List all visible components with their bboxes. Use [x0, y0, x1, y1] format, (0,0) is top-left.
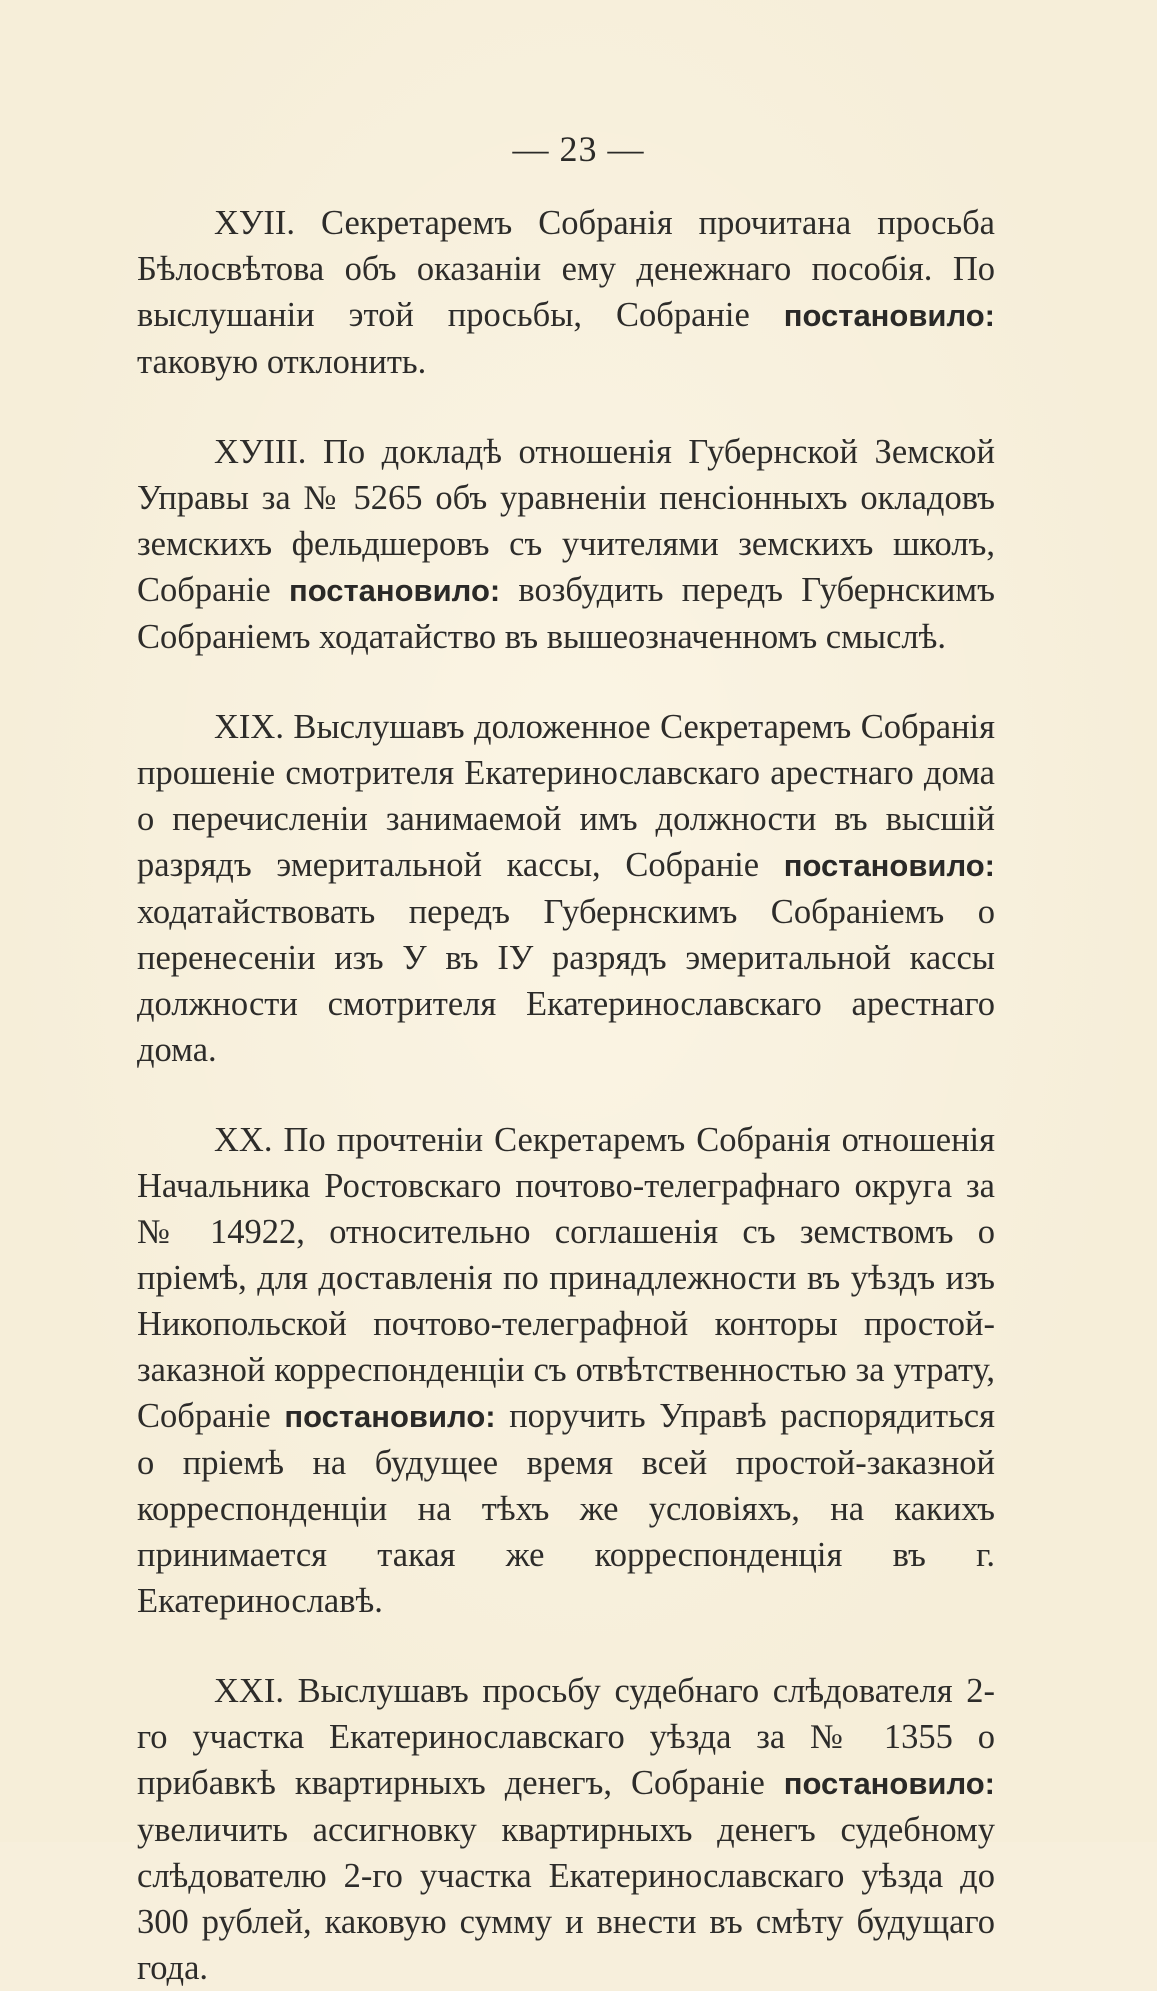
page-number: — 23 — [512, 129, 645, 169]
paragraph-text: XУIII. По докладѣ отношенія Губернской Земской Управы за № 5265 объ уравненіи пенсіонныхъ окладовъ земскихъ фельдшеровъ съ учителями земскихъ школъ, Собраніе [137, 433, 995, 609]
paragraph-xviii [137, 429, 995, 660]
resolution-keyword: постановило: [284, 1399, 496, 1434]
paragraph-text: XX. По прочтеніи Секретаремъ Собранія отношенія Начальника Ростовскаго почтово-телеграфнаго округа за № 14922, относительно соглашенія съ земствомъ о пріемѣ, для доставленія по принадлежности въ уѣздъ изъ Никопольской почтово-телеграфной конторы простой-заказной корреспонденціи съ отвѣтственностью за утрату, Собраніе [137, 1121, 995, 1435]
paragraph-xxi [137, 1668, 995, 1991]
paragraph-text: XIX. Выслушавъ доложенное Секретаремъ Собранія прошеніе смотрителя Екатеринославскаго арестнаго дома о перечисленіи занимаемой имъ должности въ высшій разрядъ эмеритальной кассы, Собраніе [137, 708, 995, 884]
paragraph-xvii [137, 200, 995, 385]
resolution-keyword: постановило: [783, 1766, 995, 1801]
resolution-keyword: постановило: [783, 298, 995, 333]
paragraph-xix [137, 704, 995, 1073]
paragraph-text: XXI. Выслушавъ просьбу судебнаго слѣдователя 2-го участка Екатеринославскаго уѣзда за № 1355 о прибавкѣ квартирныхъ денегъ, Собраніе [137, 1672, 995, 1802]
paragraph-xx [137, 1117, 995, 1624]
paragraph-text: ходатайствовать передъ Губернскимъ Собраніемъ о перенесеніи изъ У въ IУ разрядъ эмеритальной кассы должности смотрителя Екатеринославскаго арестнаго дома. [137, 893, 995, 1069]
body-text [137, 200, 995, 1991]
resolution-keyword: постановило: [288, 573, 501, 608]
paragraph-text: увеличить ассигновку квартирныхъ денегъ судебному слѣдователю 2-го участка Екатеринославскаго уѣзда до 300 рублей, каковую сумму и внести въ смѣту будущаго года. [137, 1811, 995, 1987]
paragraph-text: поручить Управѣ распорядиться о пріемѣ на будущее время всей простой-заказной корреспонденціи на тѣхъ же условіяхъ, на какихъ принимается такая же корреспонденція въ г. Екатеринославѣ. [137, 1397, 995, 1620]
paragraph-text: таковую отклонить. [137, 343, 427, 381]
paragraph-text: XУII. Секретаремъ Собранія прочитана просьба Бѣлосвѣтова объ оказаніи ему денежнаго пособія. По выслушаніи этой просьбы, Собраніе [137, 204, 995, 334]
resolution-keyword: постановило: [783, 848, 995, 883]
paragraph-text: возбудить передъ Губернскимъ Собраніемъ ходатайство въ вышеозначенномъ смыслѣ. [137, 571, 995, 656]
